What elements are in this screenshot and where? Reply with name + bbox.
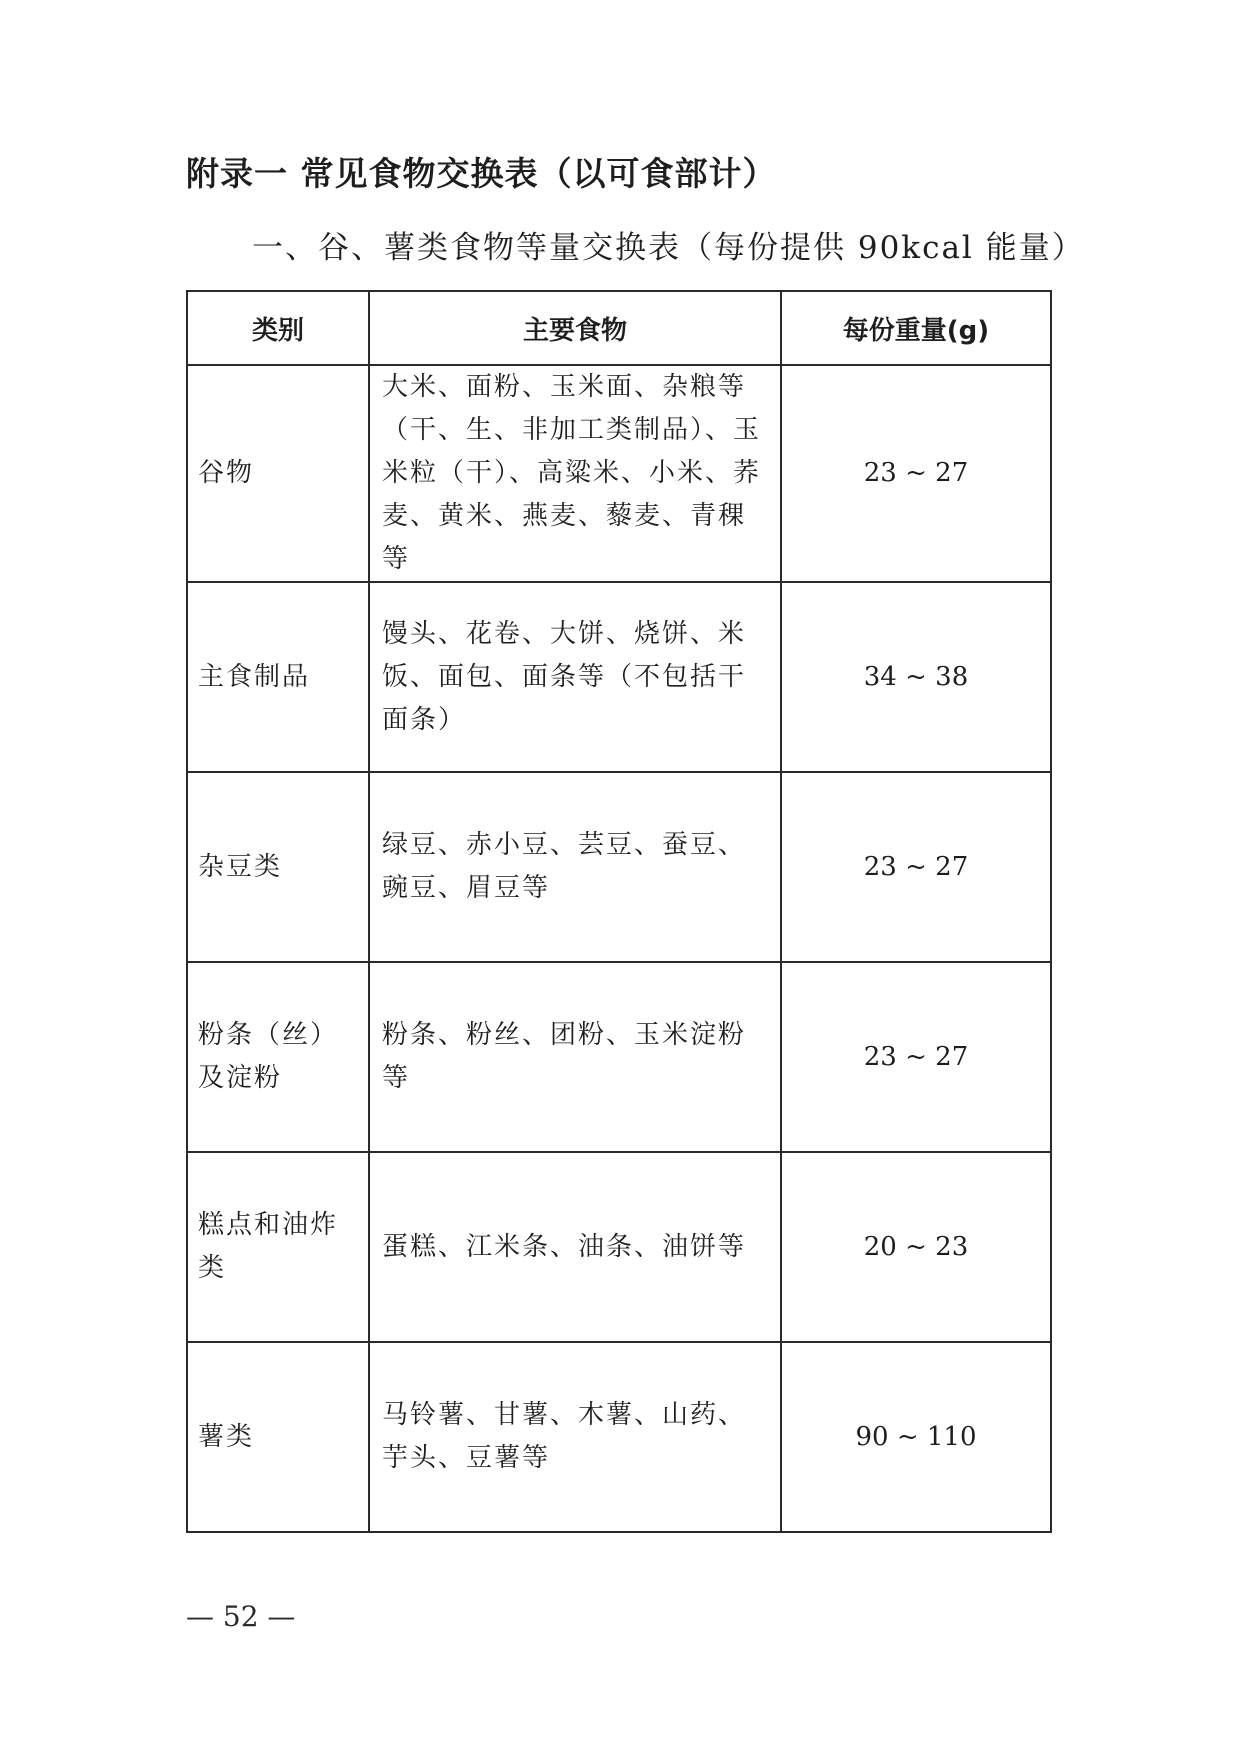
table-header-row <box>187 291 1051 365</box>
row-weight: 34 ~ 38 <box>781 582 1051 772</box>
row-weight: 23 ~ 27 <box>781 962 1051 1152</box>
table-row <box>187 1342 1051 1532</box>
section-title: 一、谷、薯类食物等量交换表（每份提供 90kcal 能量） <box>252 230 1085 266</box>
row-foods: 绿豆、赤小豆、芸豆、蚕豆、豌豆、眉豆等 <box>369 772 781 962</box>
header-weight: 每份重量(g) <box>781 291 1051 365</box>
row-category: 杂豆类 <box>187 772 369 962</box>
row-category: 薯类 <box>187 1342 369 1532</box>
table-row <box>187 1152 1051 1342</box>
row-weight: 23 ~ 27 <box>781 772 1051 962</box>
row-weight: 90 ~ 110 <box>781 1342 1051 1532</box>
table-row <box>187 962 1051 1152</box>
header-category: 类别 <box>187 291 369 365</box>
row-weight: 23 ~ 27 <box>781 365 1051 582</box>
table-row <box>187 365 1051 582</box>
row-weight: 20 ~ 23 <box>781 1152 1051 1342</box>
row-foods: 粉条、粉丝、团粉、玉米淀粉等 <box>369 962 781 1152</box>
row-category: 糕点和油炸类 <box>187 1152 369 1342</box>
row-foods: 马铃薯、甘薯、木薯、山药、芋头、豆薯等 <box>369 1342 781 1532</box>
row-category: 主食制品 <box>187 582 369 772</box>
row-foods: 蛋糕、江米条、油条、油饼等 <box>369 1152 781 1342</box>
appendix-title: 附录一 常见食物交换表（以可食部计） <box>186 154 777 193</box>
food-exchange-table <box>186 290 1052 1533</box>
header-foods: 主要食物 <box>369 291 781 365</box>
row-category: 粉条（丝）及淀粉 <box>187 962 369 1152</box>
row-category: 谷物 <box>187 365 369 582</box>
row-foods: 馒头、花卷、大饼、烧饼、米饭、面包、面条等（不包括干面条） <box>369 582 781 772</box>
row-foods: 大米、面粉、玉米面、杂粮等（干、生、非加工类制品）、玉米粒（干）、高粱米、小米、荞麦、黄米、燕麦、藜麦、青稞等 <box>369 365 781 582</box>
table-row <box>187 772 1051 962</box>
page-number: — 52 — <box>186 1600 296 1633</box>
table-row <box>187 582 1051 772</box>
